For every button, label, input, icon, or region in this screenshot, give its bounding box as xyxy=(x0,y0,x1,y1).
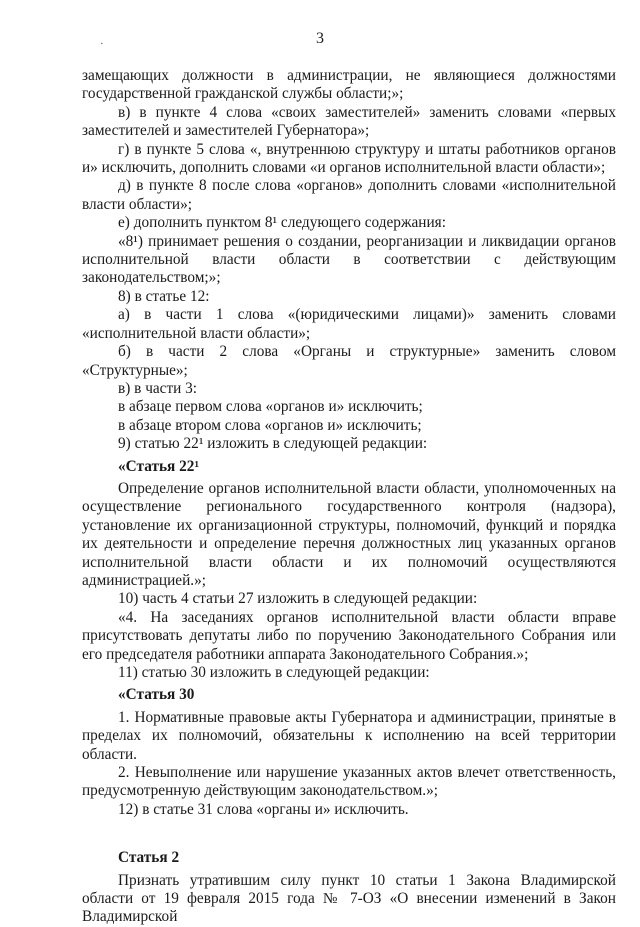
paragraph: 2. Невыполнение или нарушение указанных актов влечет ответственность, предусмотренную действующим законодательством.»; xyxy=(82,764,616,800)
paragraph: «8¹) принимает решения о создании, реорганизации и ликвидации органов исполнительной власти области в соответствии с действующим законодательством;»; xyxy=(82,232,616,287)
paragraph: а) в части 1 слова «(юридическими лицами)» заменить словами «исполнительной власти области»; xyxy=(82,306,616,342)
paragraph: г) в пункте 5 слова «, внутреннюю структуру и штаты работников органов и» исключить, дополнить словами «и органов исполнительной власти области»; xyxy=(82,140,616,177)
paragraph: 12) в статье 31 слова «органы и» исключить. xyxy=(118,800,409,818)
paragraph: е) дополнить пунктом 8¹ следующего содержания: xyxy=(118,214,446,232)
paragraph: б) в части 2 слова «Органы и структурные» заменить словом «Структурные»; xyxy=(82,343,616,379)
article-heading: Статья 2 xyxy=(118,849,180,867)
paragraph: Признать утратившим силу пункт 10 статьи 1 Закона Владимирской области от 19 февраля 2015 года № 7-ОЗ «О внесении изменений в Закон Владимирской xyxy=(82,871,616,926)
paragraph: д) в пункте 8 после слова «органов» дополнить словами «исполнительной власти области»; xyxy=(82,177,616,213)
article-heading: «Статья 22¹ xyxy=(118,457,200,475)
paragraph: «4. На заседаниях органов исполнительной власти области вправе присутствовать депутаты либо по поручению Законодательного Собрания или его председателя работники аппарата Законодательного Собрания.»; xyxy=(82,608,616,663)
paragraph: 8) в статье 12: xyxy=(118,287,210,305)
paragraph: в) в пункте 4 слова «своих заместителей» заменить словами «первых заместителей и заместителей Губернатора»; xyxy=(82,103,616,140)
paragraph: 10) часть 4 статьи 27 изложить в следующей редакции: xyxy=(118,590,478,608)
document-body xyxy=(82,67,616,927)
paragraph: в) в части 3: xyxy=(118,379,198,397)
paragraph: замещающих должности в администрации, не являющиеся должностями государственной гражданской службы области;»; xyxy=(82,67,616,103)
paragraph: 9) статью 22¹ изложить в следующей редакции: xyxy=(118,435,428,453)
page-number: 3 xyxy=(316,30,324,47)
paragraph: в абзаце первом слова «органов и» исключить; xyxy=(118,398,423,416)
paragraph: 11) статью 30 изложить в следующей редакции: xyxy=(118,664,430,681)
paragraph: 1. Нормативные правовые акты Губернатора и администрации, принятые в пределах их полномочий, обязательны к исполнению на всей территории области. xyxy=(82,708,616,763)
article-heading: «Статья 30 xyxy=(118,686,195,704)
paragraph: Определение органов исполнительной власти области, уполномоченных на осуществление регионального государственного контроля (надзора), установление их организационной структуры, полномочий, функций и порядка их деятельности и определение перечня должностных лиц указанных органов исполнительной власти области и их полномочий осуществляются администрацией.»; xyxy=(82,479,616,589)
scan-mark: · xyxy=(100,38,104,50)
paragraph: в абзаце втором слова «органов и» исключить; xyxy=(118,416,422,434)
